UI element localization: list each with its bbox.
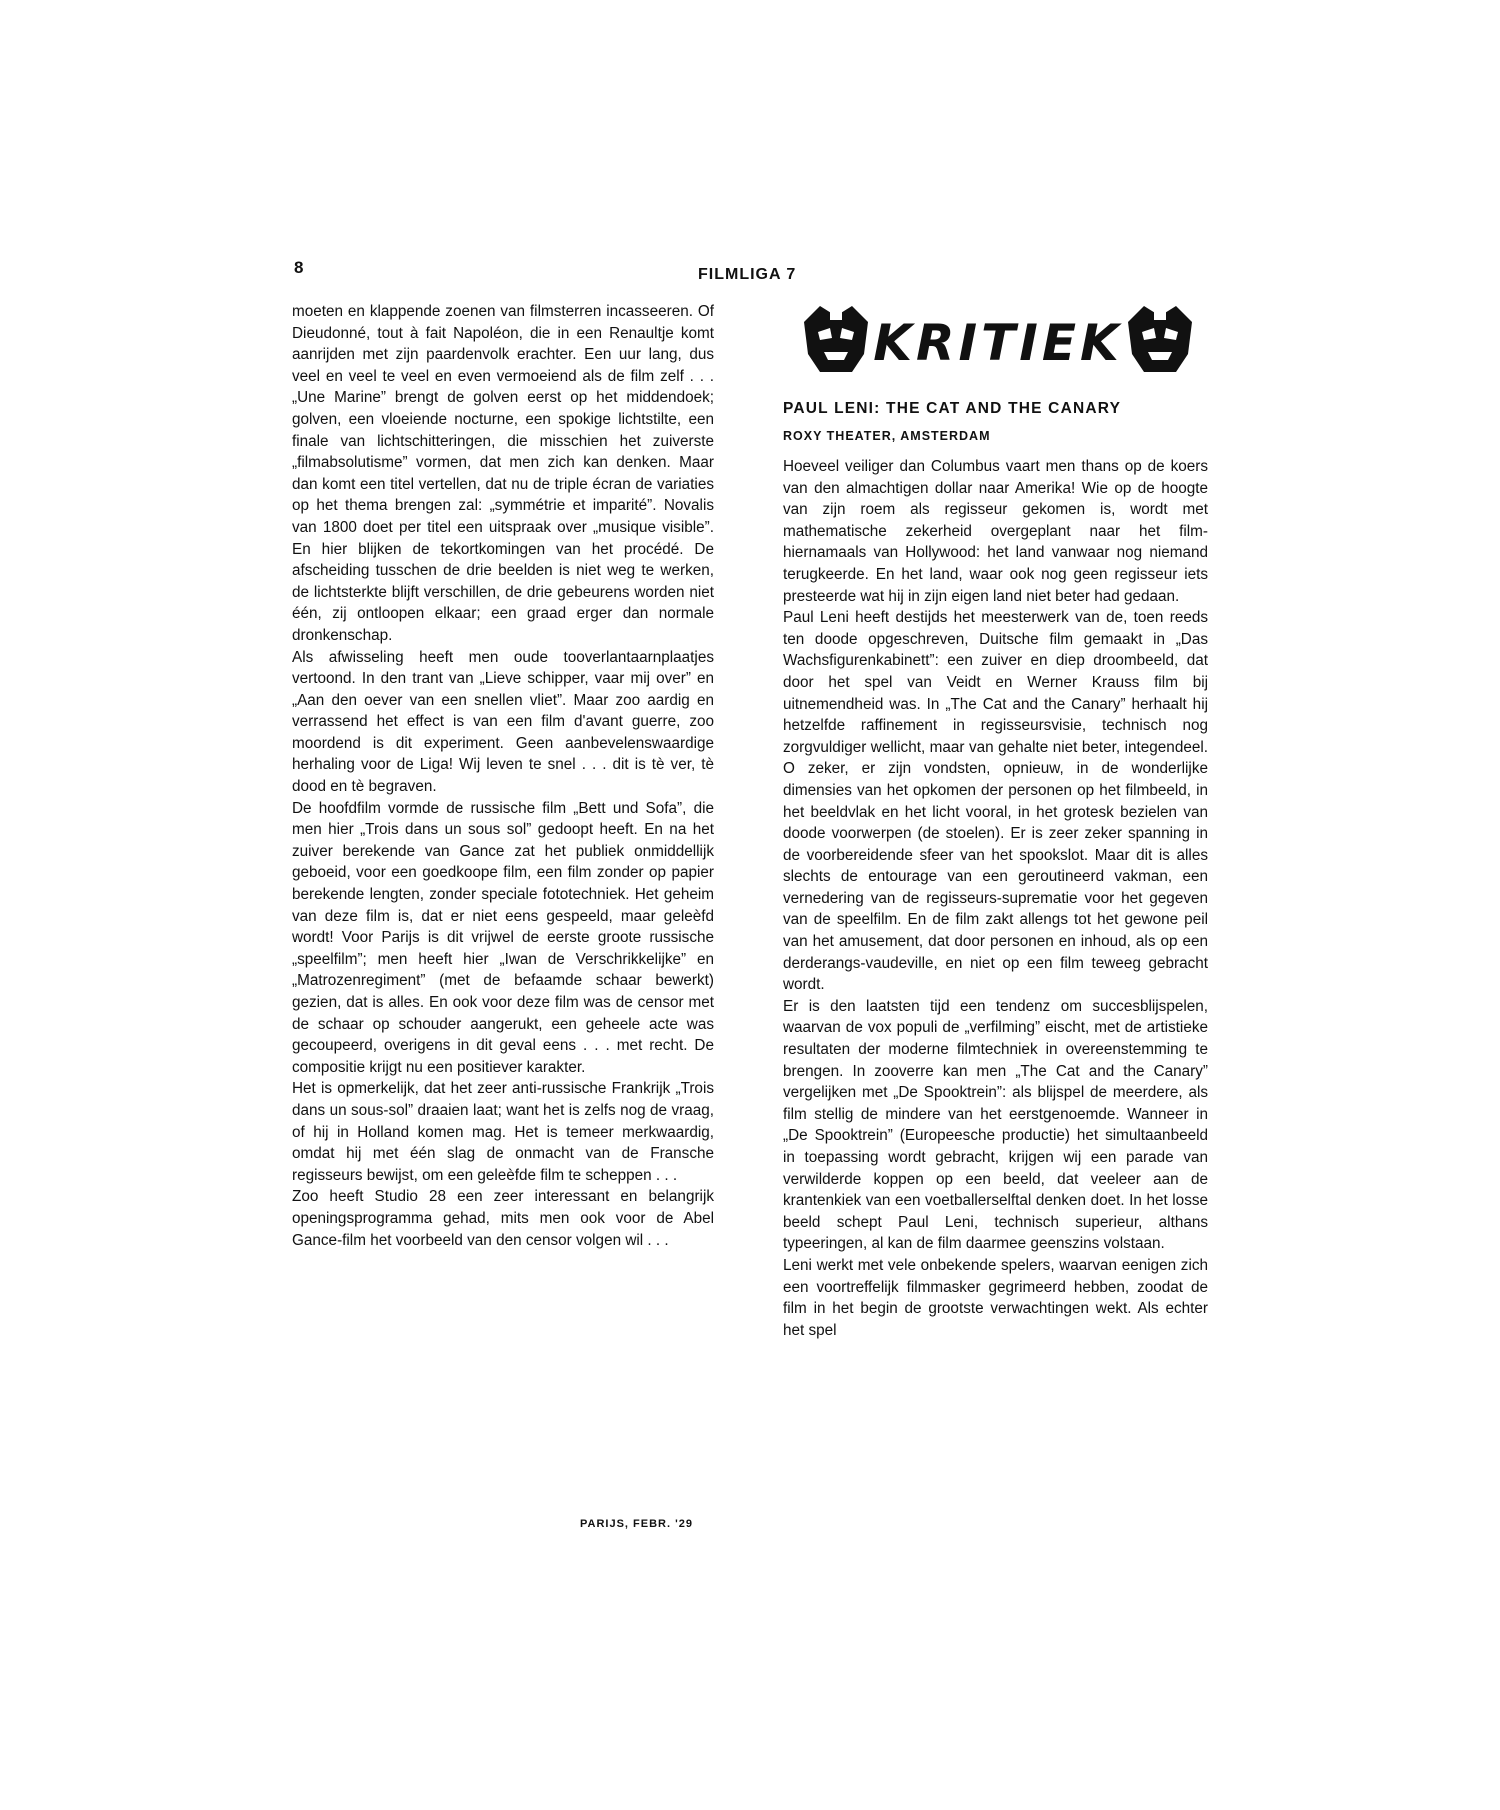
dateline: PARIJS, FEBR. '29 <box>580 1518 693 1530</box>
left-paragraph-4: Het is opmerkelijk, dat het zeer anti-russische Frankrijk „Trois dans un sous-sol” draaien laat; want het is zelfs nog de vraag, of hij in Holland komen mag. Het is temeer merkwaardig, omdat hij met één slag de onmacht van de Fransche regisseurs bewijst, om een geleèfde film te scheppen . . . <box>292 1080 714 1184</box>
left-paragraph-1: moeten en klappende zoenen van filmsterren incasseeren. Of Dieudonné, tout à fait Napoléon, die in een Renaultje komt aanrijden met zijn paardenvolk erachter. Een uur lang, dus veel en veel te veel en even vermoeiend als de film zelf . . . „Une Marine” brengt de golven eerst op het middendoek; golven, een vloeiende nocturne, een spokige lichtstilte, een finale van lichtschitteringen, die misschien het zuiverste „filmabsolutisme” vormen, dat men zich kan denken. Maar dan komt een titel vertellen, dat nu de triple écran de variaties op het thema brengen zal: „symmétrie et imparité”. Novalis van 1800 doet per titel een uitspraak over „musique visible”. En hier blijken de tekortkomingen van het procédé. De afscheiding tusschen de drie beelden is niet weg te werken, de lichtsterkte blijft verschillen, de drie gebeurens worden niet één, zij ontloopen elkaar; een graad erger dan normale dronkenschap. <box>292 303 714 644</box>
running-head: FILMLIGA 7 <box>698 266 797 283</box>
mask-left-icon <box>804 306 868 372</box>
left-paragraph-3: De hoofdfilm vormde de russische film „Bett und Sofa”, die men hier „Trois dans un sous sol” gedoopt heeft. En na het zuiver berekende van Gance zat het publiek onmiddellijk geboeid, voor een goedkoope film, een film zonder op papier berekende lengten, zonder speciale fototechniek. Het geheim van deze film is, dat er niet eens gespeeld, maar geleèfd wordt! Voor Parijs is dit vrijwel de eerste groote russische „speelfilm”; men heeft hier „Iwan de Verschrikkelijke” en „Matrozenregiment” (met de befaamde schaar bewerkt) gezien, dat is alles. En ook voor deze film was de censor met de schaar op schouder aangerukt, een geheele acte was gecoupeerd, overigens in dit geval eens . . . met recht. De compositie krijgt nu een positiever karakter. <box>292 799 714 1076</box>
kritiek-word: KRITIEK <box>873 314 1123 372</box>
review-title: PAUL LENI: THE CAT AND THE CANARY <box>783 400 1122 417</box>
right-paragraph-1: Hoeveel veiliger dan Columbus vaart men thans op de koers van den almachtigen dollar naar Amerika! Wie op de hoogte van zijn roem als regisseur gekomen is, wordt met mathematische zekerheid overgeplant naar het film-hiernamaals van Hollywood: het land vanwaar nog niemand terugkeerde. En het land, waar ook nog geen regisseur iets presteerde wat hij in zijn eigen land niet beter had gedaan. <box>783 458 1208 605</box>
right-paragraph-4: Leni werkt met vele onbekende spelers, waarvan eenigen zich een voortreffelijk filmmasker gegrimeerd hebben, zoodat de film in het begin de grootste verwachtingen wekt. Als echter het spel <box>783 1256 1208 1339</box>
kritiek-logo <box>800 302 1196 378</box>
left-column <box>292 301 714 1251</box>
left-paragraph-5: Zoo heeft Studio 28 een zeer interessant en belangrijk openingsprogramma gehad, mits men ook voor de Abel Gance-film het voorbeeld van den censor volgen wil . . . <box>292 1188 714 1249</box>
right-paragraph-3: Er is den laatsten tijd een tendenz om succesblijspelen, waarvan de vox populi de „verfilming” eischt, met de artistieke resultaten der moderne filmtechniek in overeenstemming te brengen. In zooverre kan men „The Cat and the Canary” vergelijken met „De Spooktrein”: als blijspel de meerdere, als film stellig de mindere van het eerstgenoemde. Wanneer in „De Spooktrein” (Europeesche productie) het simultaanbeeld in toepassing wordt gebracht, krijgen wij een parade van verwilderde koppen op een beeld, dat veeleer aan de krantenkiek van een voetballerselftal denken doet. In het losse beeld schept Paul Leni, technisch superieur, althans typeeringen, al kan de film daarmee geenszins volstaan. <box>783 997 1208 1253</box>
right-column <box>783 456 1208 1341</box>
kritiek-lettering <box>873 314 1122 372</box>
left-paragraph-2: Als afwisseling heeft men oude tooverlantaarnplaatjes vertoond. In den trant van „Lieve schipper, vaar mij over” en „Aan den oever van een snellen vliet”. Maar zoo aardig en verrassend het effect is van een film d'avant guerre, zoo moordend is dit experiment. Geen aanbevelenswaardige herhaling voor de Liga! Wij leven te snel . . . dit is tè ver, tè dood en tè begraven. <box>292 648 714 796</box>
mask-right-icon <box>1128 306 1192 372</box>
page-number: 8 <box>294 258 304 277</box>
review-venue: ROXY THEATER, AMSTERDAM <box>783 429 991 443</box>
right-paragraph-2: Paul Leni heeft destijds het meesterwerk van de, toen reeds ten doode opgeschreven, Duitsche film gemaakt in „Das Wachsfigurenkabinett”: een zuiver en diep droombeeld, dat door het spel van Veidt en Werner Krauss film bij uitnemendheid was. In „The Cat and the Canary” herhaalt hij hetzelfde raffinement in regisseursvisie, technisch nog zorgvuldiger wellicht, maar van gehalte niet beter, integendeel. O zeker, er zijn vondsten, opnieuw, in de wonderlijke dimensies van het opkomen der personen op het filmbeeld, in het beeldvlak en het licht vooral, in het grotesk bezielen van doode voorwerpen (de stoelen). Er is zeer zeker spanning in de voorbereidende sfeer van het spookslot. Maar dit is alles slechts de entourage van een geroutineerd vakman, een vernedering van de regisseurs-suprematie voor het gegeven van de speelfilm. En de film zakt allengs tot het gewone peil van het amusement, dat door personen en inhoud, als op een derderangs-vaudeville, en niet op een film teweeg gebracht wordt. <box>783 609 1208 994</box>
